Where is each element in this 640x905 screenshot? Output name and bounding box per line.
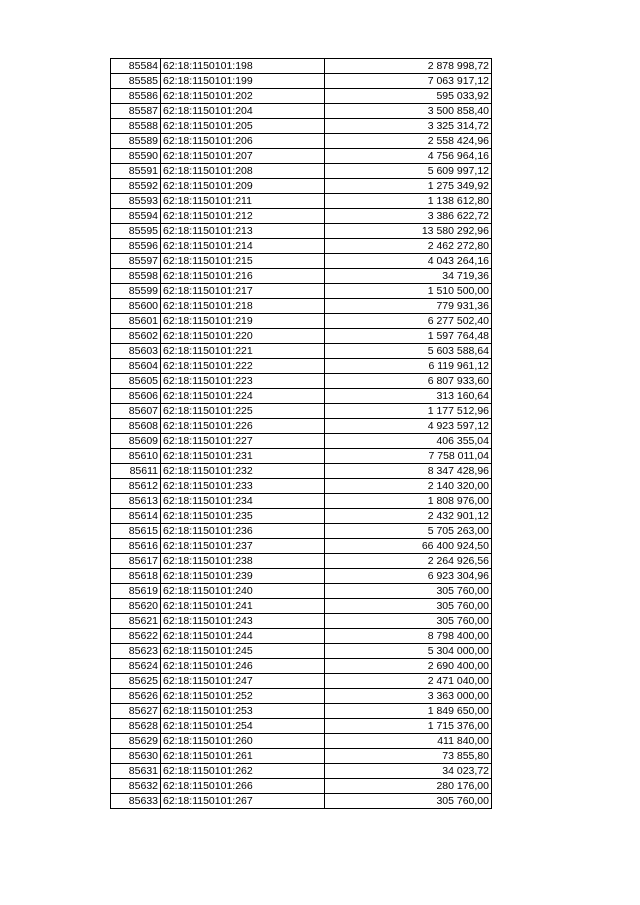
cadastral-number-cell: 62:18:1150101:217 bbox=[161, 284, 325, 299]
cadastral-number-cell: 62:18:1150101:207 bbox=[161, 149, 325, 164]
table-row bbox=[111, 689, 492, 704]
cadastral-value-cell: 3 325 314,72 bbox=[325, 119, 492, 134]
cadastral-number-cell: 62:18:1150101:253 bbox=[161, 704, 325, 719]
row-number-cell: 85604 bbox=[111, 359, 161, 374]
row-number-cell: 85597 bbox=[111, 254, 161, 269]
row-number-cell: 85605 bbox=[111, 374, 161, 389]
row-number-cell: 85603 bbox=[111, 344, 161, 359]
cadastral-number-cell: 62:18:1150101:232 bbox=[161, 464, 325, 479]
cadastral-number-cell: 62:18:1150101:247 bbox=[161, 674, 325, 689]
table-row bbox=[111, 464, 492, 479]
table-row bbox=[111, 389, 492, 404]
row-number-cell: 85602 bbox=[111, 329, 161, 344]
cadastral-value-cell: 406 355,04 bbox=[325, 434, 492, 449]
table-row bbox=[111, 599, 492, 614]
cadastral-value-cell: 4 923 597,12 bbox=[325, 419, 492, 434]
row-number-cell: 85617 bbox=[111, 554, 161, 569]
cadastral-number-cell: 62:18:1150101:225 bbox=[161, 404, 325, 419]
cadastral-value-cell: 3 500 858,40 bbox=[325, 104, 492, 119]
cadastral-value-cell: 34 719,36 bbox=[325, 269, 492, 284]
row-number-cell: 85616 bbox=[111, 539, 161, 554]
table-row bbox=[111, 764, 492, 779]
table-row bbox=[111, 74, 492, 89]
cadastral-value-table bbox=[110, 58, 492, 809]
row-number-cell: 85598 bbox=[111, 269, 161, 284]
table-row bbox=[111, 134, 492, 149]
cadastral-value-cell: 6 277 502,40 bbox=[325, 314, 492, 329]
cadastral-number-cell: 62:18:1150101:245 bbox=[161, 644, 325, 659]
table-row bbox=[111, 164, 492, 179]
table-row bbox=[111, 569, 492, 584]
row-number-cell: 85588 bbox=[111, 119, 161, 134]
cadastral-number-cell: 62:18:1150101:224 bbox=[161, 389, 325, 404]
table-row bbox=[111, 89, 492, 104]
cadastral-number-cell: 62:18:1150101:261 bbox=[161, 749, 325, 764]
cadastral-value-cell: 13 580 292,96 bbox=[325, 224, 492, 239]
cadastral-number-cell: 62:18:1150101:243 bbox=[161, 614, 325, 629]
row-number-cell: 85587 bbox=[111, 104, 161, 119]
table-row bbox=[111, 494, 492, 509]
row-number-cell: 85611 bbox=[111, 464, 161, 479]
row-number-cell: 85585 bbox=[111, 74, 161, 89]
table-row bbox=[111, 404, 492, 419]
table-row bbox=[111, 674, 492, 689]
cadastral-value-cell: 1 510 500,00 bbox=[325, 284, 492, 299]
table-row bbox=[111, 284, 492, 299]
cadastral-number-cell: 62:18:1150101:208 bbox=[161, 164, 325, 179]
row-number-cell: 85607 bbox=[111, 404, 161, 419]
row-number-cell: 85627 bbox=[111, 704, 161, 719]
cadastral-value-cell: 7 063 917,12 bbox=[325, 74, 492, 89]
table-row bbox=[111, 539, 492, 554]
table-row bbox=[111, 449, 492, 464]
table-row bbox=[111, 194, 492, 209]
cadastral-value-cell: 2 462 272,80 bbox=[325, 239, 492, 254]
cadastral-value-cell: 1 808 976,00 bbox=[325, 494, 492, 509]
table-row bbox=[111, 584, 492, 599]
cadastral-number-cell: 62:18:1150101:202 bbox=[161, 89, 325, 104]
cadastral-number-cell: 62:18:1150101:246 bbox=[161, 659, 325, 674]
cadastral-value-cell: 305 760,00 bbox=[325, 584, 492, 599]
table-row bbox=[111, 344, 492, 359]
row-number-cell: 85584 bbox=[111, 59, 161, 74]
cadastral-value-cell: 7 758 011,04 bbox=[325, 449, 492, 464]
row-number-cell: 85621 bbox=[111, 614, 161, 629]
cadastral-value-cell: 1 177 512,96 bbox=[325, 404, 492, 419]
cadastral-number-cell: 62:18:1150101:216 bbox=[161, 269, 325, 284]
table-row bbox=[111, 149, 492, 164]
cadastral-number-cell: 62:18:1150101:239 bbox=[161, 569, 325, 584]
cadastral-number-cell: 62:18:1150101:262 bbox=[161, 764, 325, 779]
cadastral-value-cell: 6 119 961,12 bbox=[325, 359, 492, 374]
table-row bbox=[111, 479, 492, 494]
row-number-cell: 85613 bbox=[111, 494, 161, 509]
cadastral-value-cell: 5 603 588,64 bbox=[325, 344, 492, 359]
row-number-cell: 85620 bbox=[111, 599, 161, 614]
row-number-cell: 85629 bbox=[111, 734, 161, 749]
row-number-cell: 85600 bbox=[111, 299, 161, 314]
cadastral-number-cell: 62:18:1150101:218 bbox=[161, 299, 325, 314]
cadastral-value-cell: 305 760,00 bbox=[325, 599, 492, 614]
cadastral-number-cell: 62:18:1150101:234 bbox=[161, 494, 325, 509]
row-number-cell: 85608 bbox=[111, 419, 161, 434]
row-number-cell: 85612 bbox=[111, 479, 161, 494]
cadastral-value-cell: 6 923 304,96 bbox=[325, 569, 492, 584]
row-number-cell: 85630 bbox=[111, 749, 161, 764]
row-number-cell: 85618 bbox=[111, 569, 161, 584]
row-number-cell: 85601 bbox=[111, 314, 161, 329]
row-number-cell: 85625 bbox=[111, 674, 161, 689]
table-row bbox=[111, 629, 492, 644]
table-row bbox=[111, 509, 492, 524]
cadastral-number-cell: 62:18:1150101:260 bbox=[161, 734, 325, 749]
table-row bbox=[111, 224, 492, 239]
cadastral-value-cell: 3 386 622,72 bbox=[325, 209, 492, 224]
row-number-cell: 85610 bbox=[111, 449, 161, 464]
cadastral-value-cell: 1 275 349,92 bbox=[325, 179, 492, 194]
row-number-cell: 85590 bbox=[111, 149, 161, 164]
table-row bbox=[111, 314, 492, 329]
row-number-cell: 85626 bbox=[111, 689, 161, 704]
cadastral-number-cell: 62:18:1150101:206 bbox=[161, 134, 325, 149]
cadastral-value-cell: 5 609 997,12 bbox=[325, 164, 492, 179]
cadastral-value-cell: 1 715 376,00 bbox=[325, 719, 492, 734]
cadastral-number-cell: 62:18:1150101:236 bbox=[161, 524, 325, 539]
cadastral-value-cell: 73 855,80 bbox=[325, 749, 492, 764]
cadastral-number-cell: 62:18:1150101:237 bbox=[161, 539, 325, 554]
cadastral-value-cell: 779 931,36 bbox=[325, 299, 492, 314]
cadastral-number-cell: 62:18:1150101:211 bbox=[161, 194, 325, 209]
table-row bbox=[111, 524, 492, 539]
table-row bbox=[111, 434, 492, 449]
table-row bbox=[111, 734, 492, 749]
table-row bbox=[111, 104, 492, 119]
cadastral-number-cell: 62:18:1150101:221 bbox=[161, 344, 325, 359]
table-row bbox=[111, 554, 492, 569]
row-number-cell: 85632 bbox=[111, 779, 161, 794]
cadastral-number-cell: 62:18:1150101:266 bbox=[161, 779, 325, 794]
row-number-cell: 85595 bbox=[111, 224, 161, 239]
row-number-cell: 85623 bbox=[111, 644, 161, 659]
cadastral-value-cell: 2 471 040,00 bbox=[325, 674, 492, 689]
table-row bbox=[111, 374, 492, 389]
cadastral-value-cell: 4 756 964,16 bbox=[325, 149, 492, 164]
cadastral-number-cell: 62:18:1150101:226 bbox=[161, 419, 325, 434]
cadastral-value-cell: 6 807 933,60 bbox=[325, 374, 492, 389]
table-row bbox=[111, 704, 492, 719]
cadastral-number-cell: 62:18:1150101:252 bbox=[161, 689, 325, 704]
row-number-cell: 85592 bbox=[111, 179, 161, 194]
cadastral-value-cell: 1 138 612,80 bbox=[325, 194, 492, 209]
cadastral-value-cell: 2 264 926,56 bbox=[325, 554, 492, 569]
cadastral-value-cell: 1 849 650,00 bbox=[325, 704, 492, 719]
cadastral-value-cell: 280 176,00 bbox=[325, 779, 492, 794]
cadastral-number-cell: 62:18:1150101:215 bbox=[161, 254, 325, 269]
row-number-cell: 85619 bbox=[111, 584, 161, 599]
row-number-cell: 85628 bbox=[111, 719, 161, 734]
cadastral-value-cell: 313 160,64 bbox=[325, 389, 492, 404]
table-row bbox=[111, 749, 492, 764]
row-number-cell: 85593 bbox=[111, 194, 161, 209]
table-row bbox=[111, 794, 492, 809]
cadastral-number-cell: 62:18:1150101:254 bbox=[161, 719, 325, 734]
cadastral-value-cell: 5 304 000,00 bbox=[325, 644, 492, 659]
table-row bbox=[111, 299, 492, 314]
cadastral-number-cell: 62:18:1150101:222 bbox=[161, 359, 325, 374]
cadastral-number-cell: 62:18:1150101:212 bbox=[161, 209, 325, 224]
table-row bbox=[111, 659, 492, 674]
cadastral-value-cell: 2 690 400,00 bbox=[325, 659, 492, 674]
table-row bbox=[111, 359, 492, 374]
row-number-cell: 85633 bbox=[111, 794, 161, 809]
cadastral-number-cell: 62:18:1150101:231 bbox=[161, 449, 325, 464]
row-number-cell: 85589 bbox=[111, 134, 161, 149]
table-row bbox=[111, 119, 492, 134]
row-number-cell: 85594 bbox=[111, 209, 161, 224]
table-row bbox=[111, 644, 492, 659]
table-row bbox=[111, 59, 492, 74]
cadastral-number-cell: 62:18:1150101:227 bbox=[161, 434, 325, 449]
row-number-cell: 85631 bbox=[111, 764, 161, 779]
cadastral-number-cell: 62:18:1150101:267 bbox=[161, 794, 325, 809]
cadastral-number-cell: 62:18:1150101:213 bbox=[161, 224, 325, 239]
table-row bbox=[111, 419, 492, 434]
row-number-cell: 85591 bbox=[111, 164, 161, 179]
cadastral-number-cell: 62:18:1150101:220 bbox=[161, 329, 325, 344]
cadastral-value-cell: 2 558 424,96 bbox=[325, 134, 492, 149]
cadastral-value-cell: 8 347 428,96 bbox=[325, 464, 492, 479]
cadastral-value-cell: 1 597 764,48 bbox=[325, 329, 492, 344]
table-row bbox=[111, 614, 492, 629]
table-row bbox=[111, 239, 492, 254]
cadastral-number-cell: 62:18:1150101:238 bbox=[161, 554, 325, 569]
cadastral-value-cell: 305 760,00 bbox=[325, 794, 492, 809]
cadastral-value-cell: 2 878 998,72 bbox=[325, 59, 492, 74]
table-row bbox=[111, 254, 492, 269]
cadastral-number-cell: 62:18:1150101:209 bbox=[161, 179, 325, 194]
row-number-cell: 85624 bbox=[111, 659, 161, 674]
table-row bbox=[111, 329, 492, 344]
cadastral-number-cell: 62:18:1150101:219 bbox=[161, 314, 325, 329]
cadastral-number-cell: 62:18:1150101:199 bbox=[161, 74, 325, 89]
cadastral-value-cell: 2 432 901,12 bbox=[325, 509, 492, 524]
table-row bbox=[111, 269, 492, 284]
cadastral-value-cell: 66 400 924,50 bbox=[325, 539, 492, 554]
cadastral-number-cell: 62:18:1150101:233 bbox=[161, 479, 325, 494]
table-row bbox=[111, 779, 492, 794]
cadastral-value-cell: 3 363 000,00 bbox=[325, 689, 492, 704]
table-row bbox=[111, 179, 492, 194]
row-number-cell: 85586 bbox=[111, 89, 161, 104]
cadastral-value-cell: 4 043 264,16 bbox=[325, 254, 492, 269]
cadastral-number-cell: 62:18:1150101:240 bbox=[161, 584, 325, 599]
cadastral-value-cell: 595 033,92 bbox=[325, 89, 492, 104]
row-number-cell: 85615 bbox=[111, 524, 161, 539]
cadastral-number-cell: 62:18:1150101:223 bbox=[161, 374, 325, 389]
cadastral-number-cell: 62:18:1150101:235 bbox=[161, 509, 325, 524]
cadastral-number-cell: 62:18:1150101:204 bbox=[161, 104, 325, 119]
table-row bbox=[111, 209, 492, 224]
table-row bbox=[111, 719, 492, 734]
cadastral-value-cell: 305 760,00 bbox=[325, 614, 492, 629]
cadastral-number-cell: 62:18:1150101:198 bbox=[161, 59, 325, 74]
table-body bbox=[111, 59, 492, 809]
row-number-cell: 85609 bbox=[111, 434, 161, 449]
cadastral-number-cell: 62:18:1150101:214 bbox=[161, 239, 325, 254]
cadastral-value-cell: 8 798 400,00 bbox=[325, 629, 492, 644]
cadastral-value-cell: 34 023,72 bbox=[325, 764, 492, 779]
cadastral-value-cell: 411 840,00 bbox=[325, 734, 492, 749]
row-number-cell: 85606 bbox=[111, 389, 161, 404]
cadastral-value-cell: 2 140 320,00 bbox=[325, 479, 492, 494]
row-number-cell: 85596 bbox=[111, 239, 161, 254]
row-number-cell: 85599 bbox=[111, 284, 161, 299]
cadastral-number-cell: 62:18:1150101:241 bbox=[161, 599, 325, 614]
row-number-cell: 85622 bbox=[111, 629, 161, 644]
cadastral-number-cell: 62:18:1150101:244 bbox=[161, 629, 325, 644]
cadastral-value-cell: 5 705 263,00 bbox=[325, 524, 492, 539]
cadastral-number-cell: 62:18:1150101:205 bbox=[161, 119, 325, 134]
row-number-cell: 85614 bbox=[111, 509, 161, 524]
